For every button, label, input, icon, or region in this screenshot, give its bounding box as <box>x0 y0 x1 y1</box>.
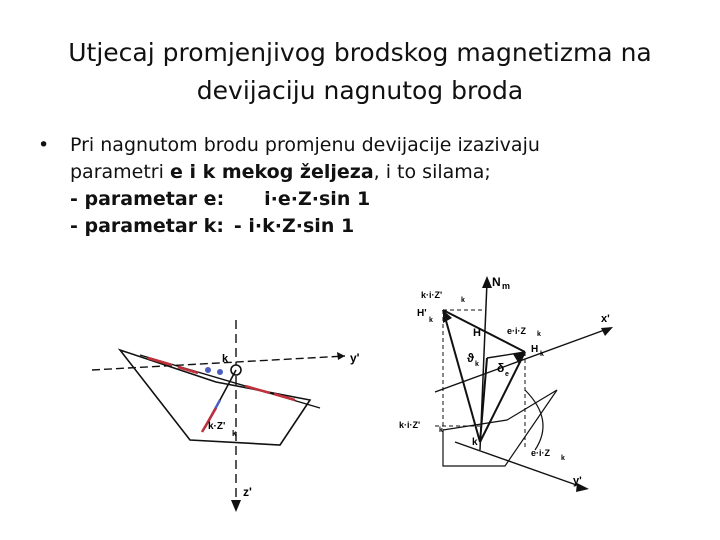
param-k-formula: - i·k·Z·sin 1 <box>233 215 355 237</box>
slide-title <box>40 34 680 110</box>
param-e-line <box>70 186 688 213</box>
left-label-force: k·Z' <box>208 421 226 432</box>
right-label-left-force-sub: k <box>439 427 443 434</box>
right-x-axis <box>435 328 610 392</box>
title-line-1: Utjecaj promjenjivog brodskog magnetizma na <box>68 38 652 67</box>
right-label-bottom-force: e·i·Z <box>531 448 550 458</box>
right-north-arrow <box>482 276 492 288</box>
bullet-line-2-end: , i to silama; <box>373 161 491 183</box>
bullet-line-1: Pri nagnutom brodu promjenu devijacije izazivaju <box>70 134 540 156</box>
bullet-block <box>28 132 688 240</box>
right-label-y: y' <box>573 475 582 487</box>
right-label-top-force-sub: k <box>461 297 465 304</box>
right-label-top-force: k·i·Z' <box>421 290 443 300</box>
right-label-left-force: k·i·Z' <box>399 420 421 430</box>
right-label-delta-sub: e <box>505 371 509 378</box>
left-label-z: z' <box>243 485 252 499</box>
left-blue-dot-1 <box>205 367 211 373</box>
right-label-hprime-sub: k <box>429 317 433 324</box>
right-x-arrow <box>601 327 613 336</box>
right-label-x: x' <box>601 313 610 325</box>
right-arc <box>525 390 543 450</box>
right-label-north: N <box>492 275 501 289</box>
right-label-h2: H <box>531 344 539 355</box>
title-line-2: devijaciju nagnutog broda <box>196 76 524 105</box>
right-label-e-force: e·i·Z <box>507 326 526 336</box>
right-y-axis <box>455 442 585 488</box>
left-z-arrow <box>231 500 241 512</box>
right-vector-diagram <box>395 270 630 495</box>
right-label-hprime: H' <box>417 308 427 319</box>
right-label-bottom-force-sub: k <box>561 455 565 462</box>
param-e-label: - parametar e: <box>70 188 225 210</box>
right-label-e-force-sub: k <box>537 331 541 338</box>
left-label-y: y' <box>350 351 360 365</box>
right-label-delta: δ <box>497 361 505 375</box>
left-ship-diagram <box>80 300 380 530</box>
left-label-k: k <box>222 353 229 365</box>
left-label-force-sub: k <box>232 429 237 438</box>
left-y-arrow <box>337 352 345 360</box>
right-label-h2-sub: k <box>540 351 544 358</box>
bullet-line-2 <box>70 159 688 186</box>
bullet-marker: • <box>38 134 50 156</box>
bullet-item <box>28 132 688 240</box>
right-label-theta-sub: k <box>475 361 479 368</box>
right-label-k-bottom: k <box>472 437 478 448</box>
right-label-theta: ϑ <box>467 351 474 365</box>
param-k-line <box>70 213 688 240</box>
right-label-north-sub: m <box>502 281 511 291</box>
left-red-segment-3 <box>245 386 270 393</box>
bullet-line-2-bold: e i k mekog željeza <box>169 161 374 183</box>
param-e-formula: i·e·Z·sin 1 <box>264 188 371 210</box>
param-k-label: - parametar k: <box>70 215 224 237</box>
right-label-h: H <box>473 327 481 339</box>
left-blue-dot-2 <box>217 369 223 375</box>
bullet-line-2-start: parametri <box>70 161 164 183</box>
